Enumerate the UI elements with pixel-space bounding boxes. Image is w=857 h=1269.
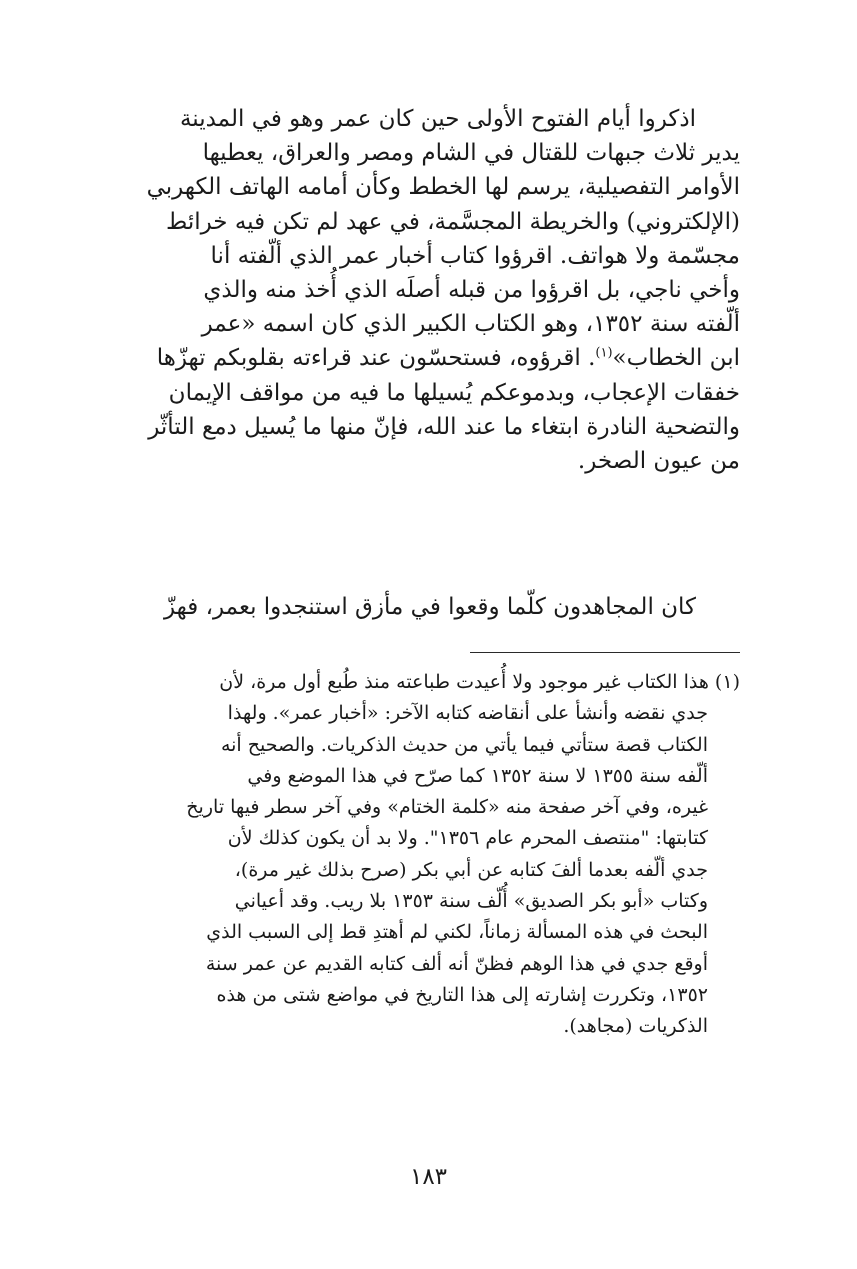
paragraph-line: يدير ثلاث جبهات للقتال في الشام ومصر والعراق، يعطيها — [202, 140, 740, 167]
paragraph-line: الأوامر التفصيلية، يرسم لها الخطط وكأن أمامه الهاتف الكهربي — [146, 174, 740, 201]
paragraph-line: ألّفته سنة ١٣٥٢، وهو الكتاب الكبير الذي كان اسمه «عمر — [201, 311, 740, 338]
paragraph-line: ابن الخطاب»$^{(١)}$. اقرؤوه، فستحسّون عند قراءته بقلوبكم تهزّها — [156, 345, 740, 372]
footnote-line: غيره، وفي آخر صفحة منه «كلمة الختام» وفي آخر سطر فيها تاريخ — [186, 796, 708, 819]
footnote-line: الذكريات (مجاهد). — [563, 1015, 708, 1038]
page-number: ١٨٣ — [409, 1164, 448, 1190]
footnote-line: أوقع جدي في هذا الوهم فظنّ أنه ألف كتابه القديم عن عمر سنة — [205, 952, 708, 975]
footnote-line: (١) هذا الكتاب غير موجود ولا أُعيدت طباعته منذ طُبع أول مرة، لأن — [219, 671, 740, 693]
footnote-line: الكتاب قصة ستأتي فيما يأتي من حديث الذكريات. والصحيح أنه — [220, 733, 708, 756]
paragraph-line: اذكروا أيام الفتوح الأولى حين كان عمر وهو في المدينة — [179, 106, 696, 132]
footnote-reference: (١) — [595, 345, 613, 361]
paragraph-line: والتضحية النادرة ابتغاء ما عند الله، فإنّ منها ما يُسيل دمع التأثّر — [148, 413, 740, 440]
footnote-separator — [470, 652, 740, 653]
footnote — [118, 667, 740, 1043]
footnote-line: ألّفه سنة ١٣٥٥ لا سنة ١٣٥٢ كما صرّح في هذا الموضع وفي — [247, 764, 708, 787]
paragraph-line: من عيون الصخر. — [577, 447, 740, 474]
footnote-line: جدي ألّفه بعدما ألفَ كتابه عن أبي بكر (صرح بذلك غير مرة)، — [234, 858, 708, 881]
footnote-line: البحث في هذه المسألة زماناً، لكني لم أهتدِ قط إلى السبب الذي — [206, 921, 708, 944]
main-paragraph — [118, 102, 740, 478]
paragraph-line: مجسّمة ولا هواتف. اقرؤوا كتاب أخبار عمر الذي ألّفته أنا — [210, 242, 740, 269]
paragraph-line: (الإلكتروني) والخريطة المجسَّمة، في عهد لم تكن فيه خرائط — [165, 208, 740, 235]
paragraph-line: وأخي ناجي، بل اقرؤوا من قبله أصلَه الذي أُخذ منه والذي — [203, 276, 740, 303]
paragraph-line: خفقات الإعجاب، وبدموعكم يُسيلها ما فيه من مواقف الإيمان — [168, 379, 740, 406]
footnote-line: جدي نقضه وأنشأ على أنقاضه كتابه الآخر: «أخبار عمر». ولهذا — [227, 702, 708, 725]
book-title-end: ابن الخطاب» — [612, 345, 740, 372]
footnote-line: كتابتها: "منتصف المحرم عام ١٣٥٦". ولا بد أن يكون كذلك لأن — [227, 827, 708, 850]
footnote-line: وكتاب «أبو بكر الصديق» أُلّف سنة ١٣٥٣ بلا ريب. وقد أعياني — [234, 890, 708, 913]
footnote-line: ١٣٥٢، وتكررت إشارته إلى هذا التاريخ في مواضع شتى من هذه — [216, 983, 708, 1006]
second-paragraph: كان المجاهدون كلّما وقعوا في مأزق استنجدوا بعمر، فهزّ — [163, 594, 696, 620]
